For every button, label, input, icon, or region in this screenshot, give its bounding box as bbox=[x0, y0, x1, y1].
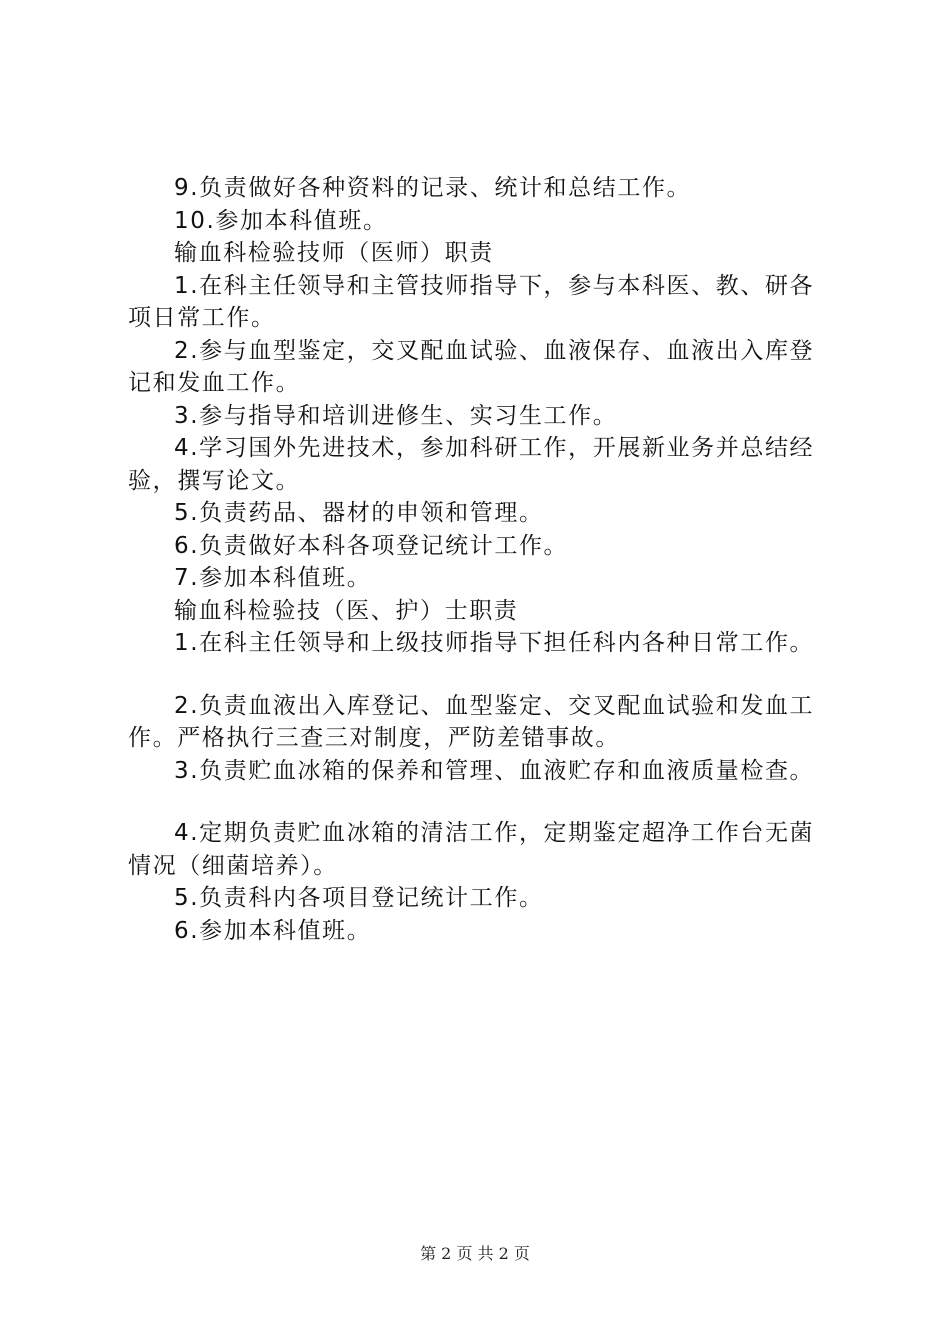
paragraph-technician-duty-5: 5.负责科内各项目登记统计工作。 bbox=[174, 885, 544, 911]
paragraph-tech-duty-6: 6.负责做好本科各项登记统计工作。 bbox=[174, 532, 569, 559]
section-heading-technologist: 输血科检验技师（医师）职责 bbox=[174, 240, 494, 266]
paragraph-tech-duty-1: 1.在科主任领导和主管技师指导下，参与本科医、教、研各项日常工作。 bbox=[128, 272, 815, 331]
paragraph-tech-duty-4: 4.学习国外先进技术，参加科研工作，开展新业务并总结经验，撰写论文。 bbox=[128, 435, 815, 494]
paragraph-tech-duty-7: 7.参加本科值班。 bbox=[174, 565, 372, 591]
paragraph-technician-duty-6: 6.参加本科值班。 bbox=[174, 917, 372, 944]
paragraph-tech-duty-3: 3.参与指导和培训进修生、实习生工作。 bbox=[174, 402, 618, 429]
page-number-footer: 第 2 页 共 2 页 bbox=[420, 1244, 530, 1263]
section-heading-technician: 输血科检验技（医、护）士职责 bbox=[174, 597, 519, 624]
paragraph-technician-duty-2: 2.负责血液出入库登记、血型鉴定、交叉配血试验和发血工作。严格执行三查三对制度，严防差错事故。 bbox=[128, 692, 815, 751]
paragraph-tech-duty-5: 5.负责药品、器材的申领和管理。 bbox=[174, 500, 544, 526]
paragraph-technician-duty-4: 4.定期负责贮血冰箱的清洁工作，定期鉴定超净工作台无菌情况（细菌培养）。 bbox=[128, 820, 815, 879]
document-body bbox=[128, 172, 833, 947]
paragraph-tech-duty-2: 2.参与血型鉴定，交叉配血试验、血液保存、血液出入库登记和发血工作。 bbox=[128, 337, 815, 396]
paragraph-duty-9: 9.负责做好各种资料的记录、统计和总结工作。 bbox=[174, 175, 692, 201]
paragraph-technician-duty-3: 3.负责贮血冰箱的保养和管理、血液贮存和血液质量检查。 bbox=[174, 757, 815, 784]
paragraph-duty-10: 10.参加本科值班。 bbox=[174, 207, 388, 234]
paragraph-technician-duty-1: 1.在科主任领导和上级技师指导下担任科内各种日常工作。 bbox=[174, 630, 815, 656]
